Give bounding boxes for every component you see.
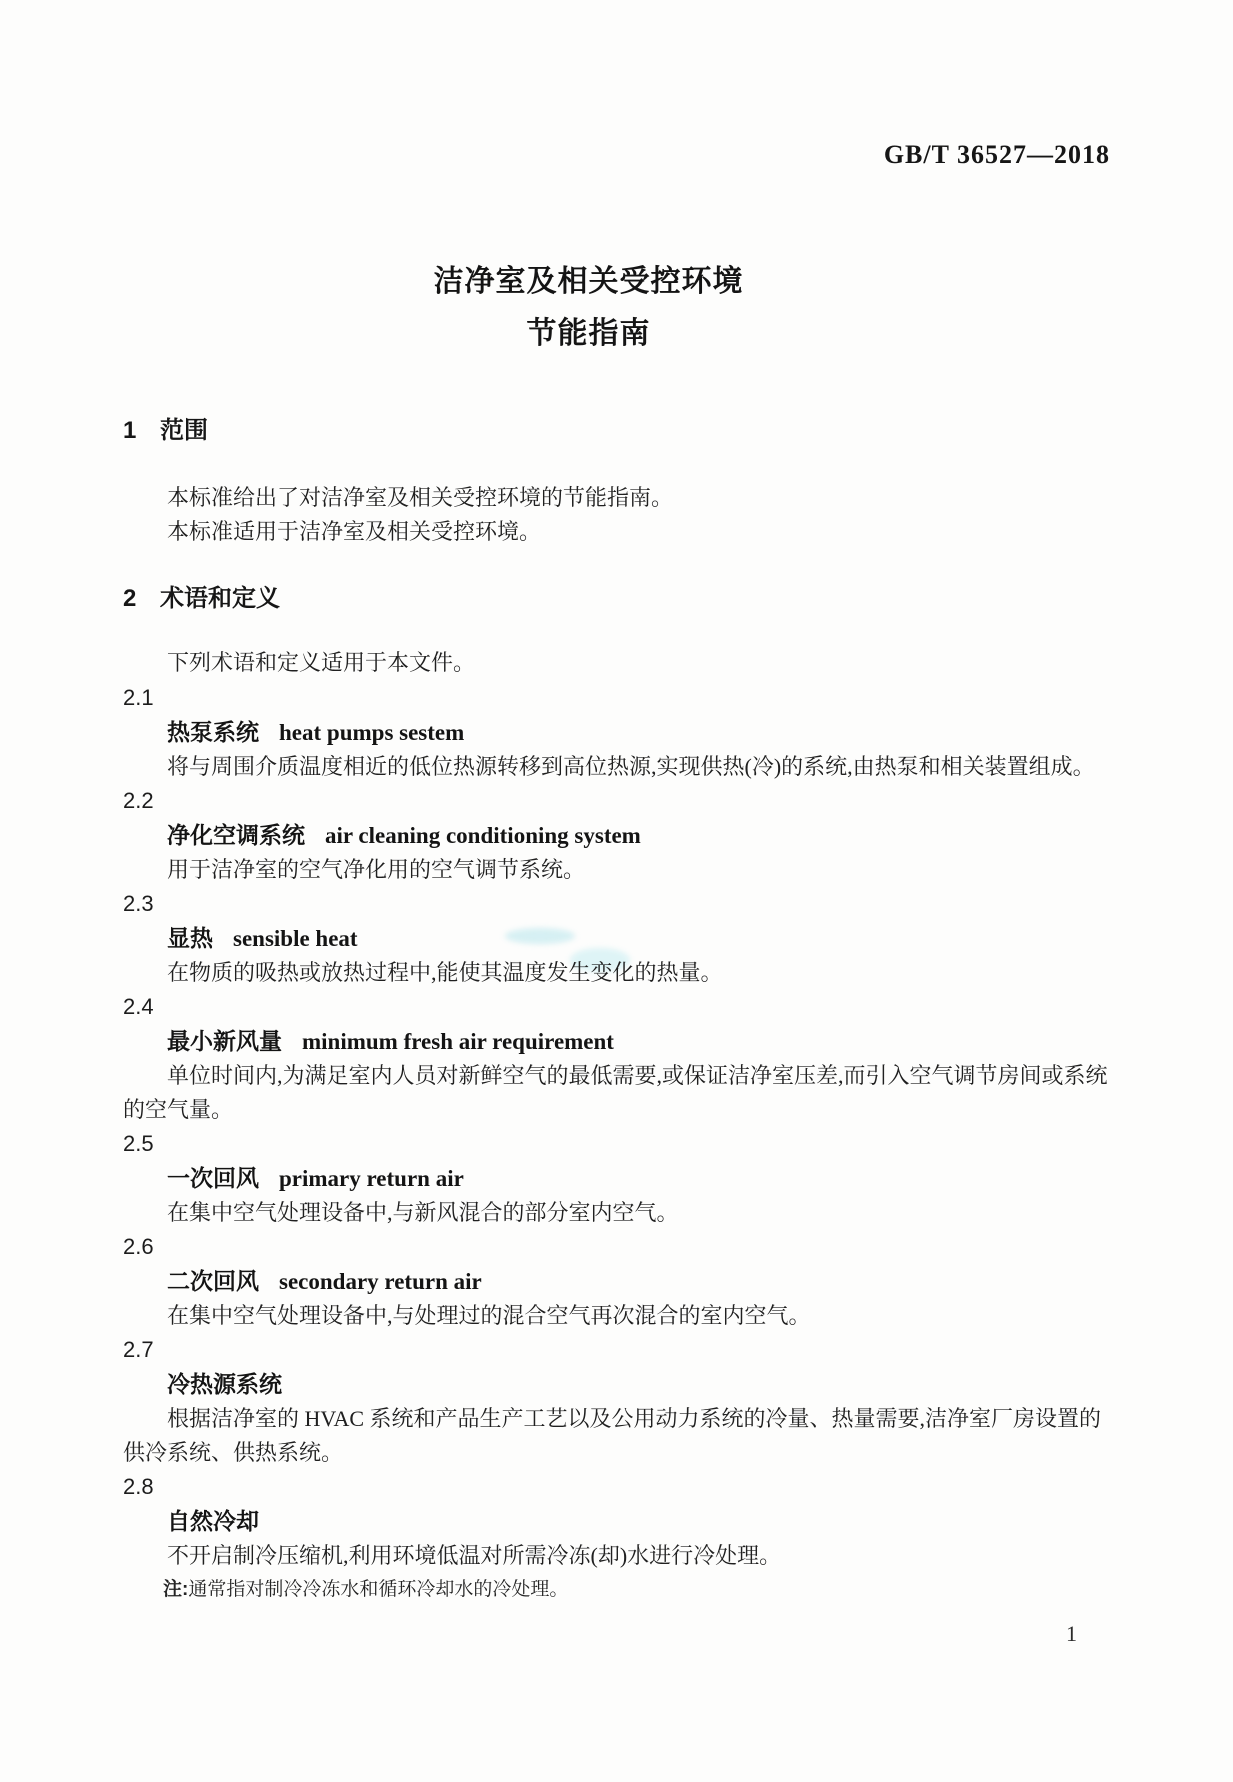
terms-intro: 下列术语和定义适用于本文件。 [167,650,476,675]
term-number: 2.3 [123,891,154,916]
terms-list [123,681,1110,1607]
term-title [123,1161,1110,1196]
term-entry-2-4 [123,990,1110,1127]
section-heading-text: 术语和定义 [160,585,280,612]
term-number: 2.1 [123,685,154,710]
term-number: 2.7 [123,1337,154,1362]
note-text: 通常指对制冷冷冻水和循环冷却水的冷处理。 [188,1579,569,1600]
term-name-cn: 热泵系统 [167,719,259,745]
term-number: 2.8 [123,1474,154,1499]
term-definition: 在物质的吸热或放热过程中,能使其温度发生变化的热量。 [167,960,723,985]
term-title [123,1264,1110,1299]
section-number: 2 [123,585,137,612]
term-number: 2.6 [123,1234,154,1259]
term-name-en: heat pumps sestem [279,720,465,745]
section-heading-terms [123,582,1110,616]
term-title [123,1504,1110,1539]
term-entry-2-6 [123,1230,1110,1333]
page-number: 1 [1066,1621,1077,1646]
section-heading-scope [123,414,1110,448]
standard-code: GB/T 36527—2018 [883,140,1110,169]
term-title [123,715,1110,750]
term-entry-2-8 [123,1470,1110,1607]
term-title [123,921,1110,956]
scope-paragraph-2: 本标准适用于洁净室及相关受控环境。 [167,519,542,544]
term-name-cn: 最小新风量 [167,1028,282,1054]
note-label: 注: [163,1579,189,1600]
term-note [123,1573,1110,1607]
term-definition: 在集中空气处理设备中,与新风混合的部分室内空气。 [167,1200,679,1225]
term-number: 2.4 [123,994,154,1019]
document-title-line2: 节能指南 [526,317,651,350]
term-name-cn: 显热 [167,925,213,951]
term-entry-2-7 [123,1333,1110,1470]
term-title [123,1367,1110,1402]
term-number: 2.2 [123,788,154,813]
term-definition: 根据洁净室的 HVAC 系统和产品生产工艺以及公用动力系统的冷量、热量需要,洁净室厂房设置的供冷系统、供热系统。 [123,1406,1102,1465]
document-title [95,256,1082,360]
term-definition: 不开启制冷压缩机,利用环境低温对所需冷冻(却)水进行冷处理。 [167,1543,782,1568]
term-entry-2-1 [123,681,1110,784]
term-definition: 将与周围介质温度相近的低位热源转移到高位热源,实现供热(冷)的系统,由热泵和相关装置组成。 [167,754,1095,779]
term-name-cn: 二次回风 [167,1268,259,1294]
term-name-en: secondary return air [279,1269,482,1294]
section-number: 1 [123,417,137,444]
term-name-cn: 净化空调系统 [167,822,305,848]
term-name-en: sensible heat [233,926,358,951]
scope-paragraph-1: 本标准给出了对洁净室及相关受控环境的节能指南。 [167,485,674,510]
term-definition: 用于洁净室的空气净化用的空气调节系统。 [167,857,586,882]
term-title [123,818,1110,853]
term-definition: 单位时间内,为满足室内人员对新鲜空气的最低需要,或保证洁净室压差,而引入空气调节房间或系统的空气量。 [123,1063,1108,1122]
term-entry-2-5 [123,1127,1110,1230]
document-title-line1: 洁净室及相关受控环境 [433,265,744,298]
term-name-cn: 冷热源系统 [167,1371,282,1397]
term-name-en: air cleaning conditioning system [325,823,641,848]
term-name-en: minimum fresh air requirement [302,1029,614,1054]
term-entry-2-3 [123,887,1110,990]
term-number: 2.5 [123,1131,154,1156]
term-name-cn: 自然冷却 [167,1508,259,1534]
term-definition: 在集中空气处理设备中,与处理过的混合空气再次混合的室内空气。 [167,1303,811,1328]
term-name-en: primary return air [279,1166,464,1191]
term-title [123,1024,1110,1059]
section-heading-text: 范围 [160,417,208,444]
term-name-cn: 一次回风 [167,1165,259,1191]
term-entry-2-2 [123,784,1110,887]
